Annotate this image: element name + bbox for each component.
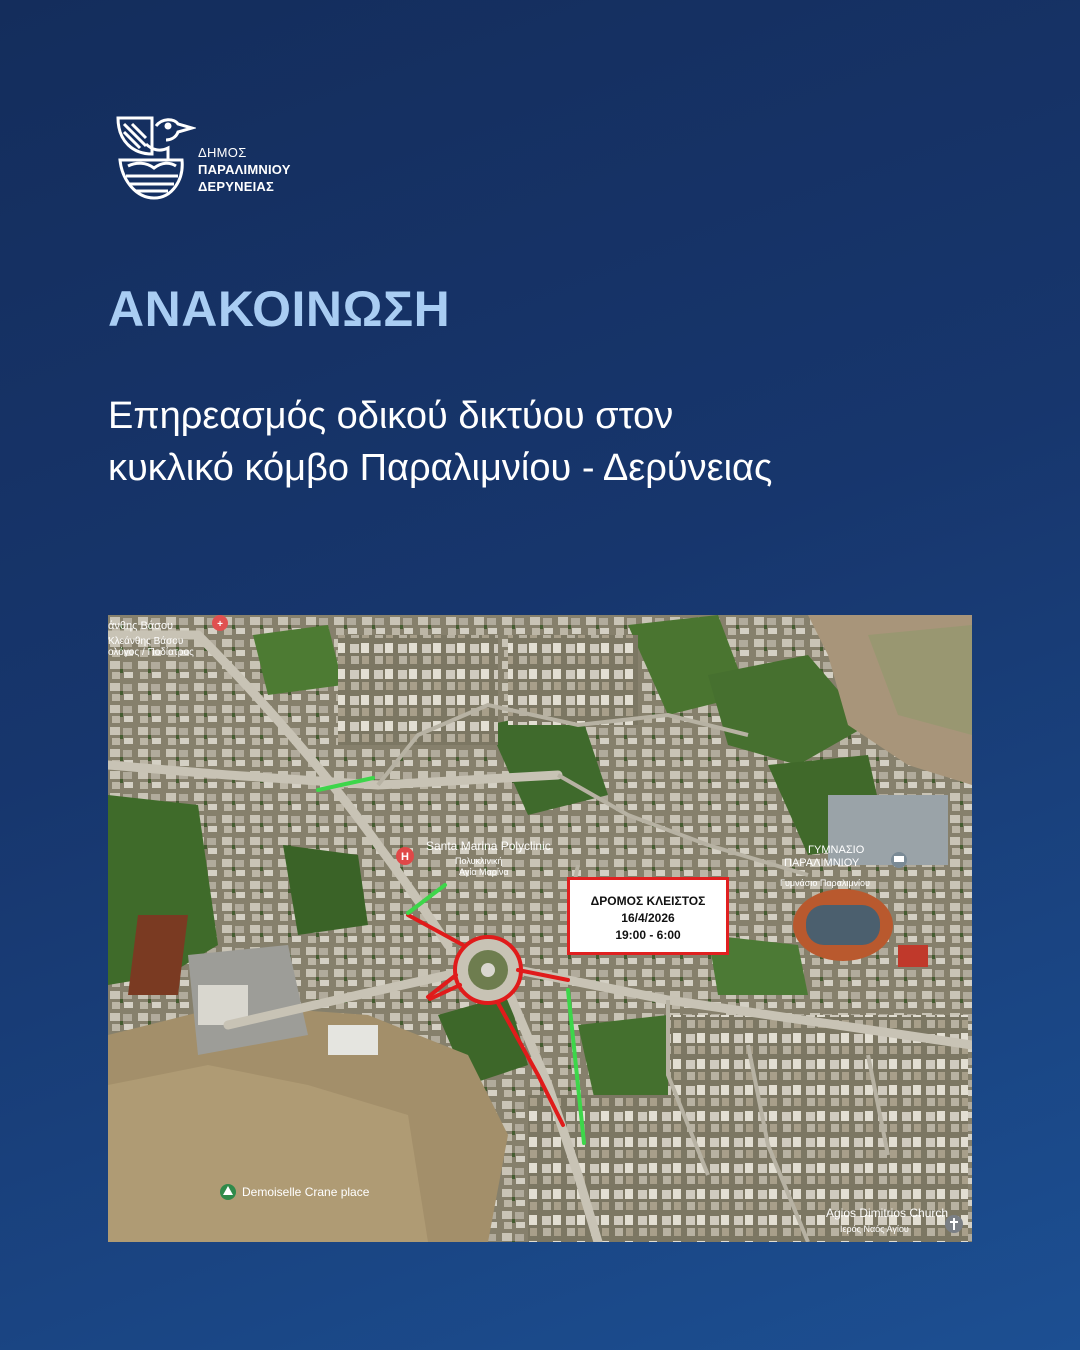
map-label-polyclinic-gr-1: Πολυκλινική	[455, 856, 503, 866]
subtitle-line-2: κυκλικό κόμβο Παραλιμνίου - Δερύνειας	[108, 447, 773, 489]
map-label-church: Agios Dimitrios Church	[826, 1206, 949, 1220]
announcement-heading: ΑΝΑΚΟΙΝΩΣΗ	[108, 281, 451, 337]
map-label-doctor-1: άνθης Βάσου	[108, 620, 174, 632]
map-label-polyclinic: Santa Marina Polyclinic	[426, 839, 551, 853]
logo-line-2: ΠΑΡΑΛΙΜΝΙΟΥ	[198, 162, 291, 177]
road-closed-hours: 19:00 - 6:00	[615, 928, 681, 942]
map-imagery	[108, 615, 972, 1242]
svg-text:+: +	[217, 619, 223, 630]
road-closed-title: ΔΡΟΜΟΣ ΚΛΕΙΣΤΟΣ	[590, 894, 706, 908]
logo-line-3: ΔΕΡΥΝΕΙΑΣ	[198, 179, 275, 194]
map-label-church-gr: Ιερός Ναός Αγίου	[840, 1224, 909, 1234]
hospital-poi-icon	[396, 847, 414, 865]
map-label-school-2: ΠΑΡΑΛΙΜΝΙΟΥ	[784, 857, 860, 869]
municipality-logo	[112, 114, 312, 204]
map-label-doctor-3: ολόγος / Ποδίατρος	[108, 647, 194, 658]
logo-line-1: ΔΗΜΟΣ	[198, 145, 247, 160]
municipality-emblem-icon	[112, 114, 196, 202]
map-label-school-3: Γυμνάσιο Παραλιμνίου	[780, 878, 870, 888]
municipality-name	[198, 144, 291, 195]
satellite-map	[108, 615, 972, 1242]
map-label-school-1: ΓΥΜΝΑΣΙΟ	[808, 844, 865, 856]
announcement-subtitle	[108, 390, 988, 494]
map-label-doctor-2: Κλεάνθης Βάσου	[108, 636, 184, 647]
park-poi-icon	[220, 1184, 236, 1200]
map-label-polyclinic-gr-2: Αγία Μαρίνα	[459, 867, 509, 877]
map-label-crane-place: Demoiselle Crane place	[242, 1185, 370, 1199]
svg-text:H: H	[401, 851, 409, 863]
road-closed-date: 16/4/2026	[621, 911, 675, 925]
medical-poi-icon	[212, 615, 228, 631]
road-closed-sign	[567, 877, 729, 955]
school-poi-icon	[891, 852, 907, 868]
subtitle-line-1: Επηρεασμός οδικού δικτύου στον	[108, 395, 674, 437]
